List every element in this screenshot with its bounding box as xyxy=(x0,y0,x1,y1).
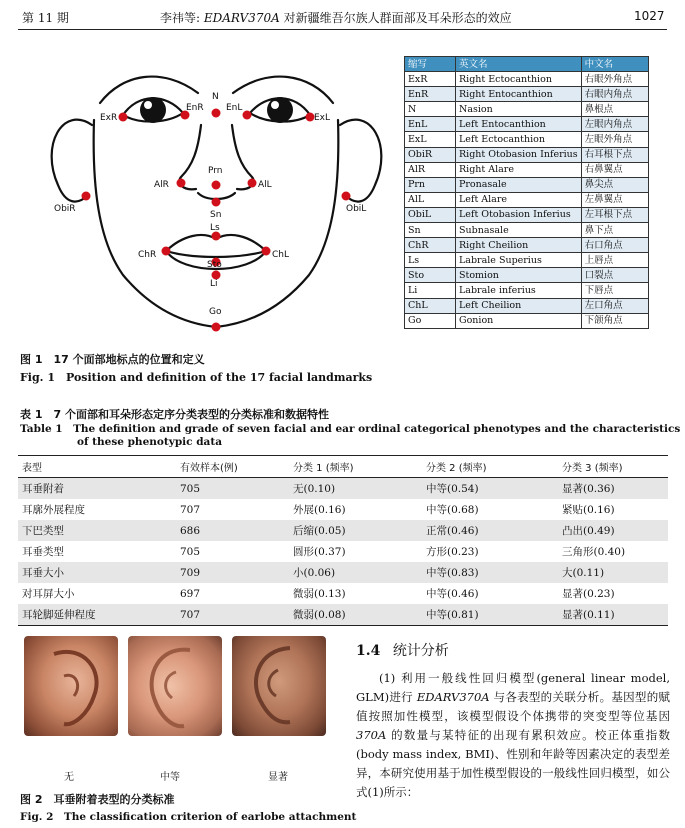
landmark-abbr: EnR xyxy=(405,87,456,102)
right-eye-highlight xyxy=(144,101,152,109)
cell-class3: 三角形(0.40) xyxy=(562,546,626,558)
landmark-table-row xyxy=(405,313,649,328)
label-li: Li xyxy=(210,279,218,289)
landmark-abbr: Go xyxy=(405,313,456,328)
cell-sample-size: 705 xyxy=(180,545,201,558)
ear-label-significant: 显著 xyxy=(268,772,288,783)
landmark-chr xyxy=(162,247,171,256)
running-title-authors: 李祎等: xyxy=(160,11,204,25)
label-obil: ObiL xyxy=(346,204,367,214)
cell-class1: 后缩(0.05) xyxy=(289,520,422,541)
cell-phenotype: 耳垂附着 xyxy=(18,478,176,500)
landmark-chinese: 左眼内角点 xyxy=(581,117,648,132)
landmark-obil xyxy=(342,192,351,201)
landmark-english: Left Alare xyxy=(456,192,582,207)
figure2-caption-en: Fig. 2 The classification criterion of earlobe attachment xyxy=(20,811,357,823)
landmark-obir xyxy=(82,192,91,201)
landmark-chinese: 左眼外角点 xyxy=(581,132,648,147)
cell-phenotype: 对耳屏大小 xyxy=(22,588,75,600)
running-title-text: 对新疆维吾尔族人群面部及耳朵形态的效应 xyxy=(279,11,512,25)
landmark-sn xyxy=(212,198,221,207)
landmark-english: Subnasale xyxy=(456,223,582,238)
landmark-chinese: 下颌角点 xyxy=(581,313,648,328)
landmark-english: Left Otobasion Inferius xyxy=(456,207,582,222)
landmark-chinese: 鼻下点 xyxy=(581,223,648,238)
landmark-abbr: AlL xyxy=(405,192,456,207)
lip-line xyxy=(166,251,266,257)
landmark-chinese: 右鼻翼点 xyxy=(581,162,648,177)
label-exr: ExR xyxy=(100,113,118,123)
cell-class2: 中等(0.54) xyxy=(422,478,558,500)
paragraph-gene-1: EDARV370A xyxy=(416,690,490,704)
landmark-table-row xyxy=(405,238,649,253)
label-go: Go xyxy=(209,307,222,317)
left-pupil xyxy=(267,97,293,123)
left-eye-highlight xyxy=(271,101,279,109)
figure1-caption-cn: 图 1 17 个面部地标点的位置和定义 xyxy=(20,353,205,366)
ear-photo-significant xyxy=(232,636,326,736)
cell-class1: 圆形(0.37) xyxy=(293,546,346,558)
landmark-chinese: 右口角点 xyxy=(581,238,648,253)
landmark-chinese: 上唇点 xyxy=(581,253,648,268)
phenotype-table-row xyxy=(18,583,668,604)
landmark-chinese: 左鼻翼点 xyxy=(581,192,648,207)
landmark-abbr: ChL xyxy=(405,298,456,313)
landmark-abbr: Sto xyxy=(405,268,456,283)
cell-class3: 紧贴(0.16) xyxy=(562,504,615,516)
header-english: 英文名 xyxy=(456,57,582,72)
landmark-abbr: ExR xyxy=(405,72,456,87)
running-title xyxy=(160,9,512,26)
landmark-table-row xyxy=(405,117,649,132)
landmark-chinese: 下唇点 xyxy=(581,283,648,298)
landmark-english: Nasion xyxy=(456,102,582,117)
phenotype-table-row xyxy=(18,520,668,541)
label-n: N xyxy=(212,92,219,102)
section-heading xyxy=(356,640,449,660)
landmark-table-row xyxy=(405,162,649,177)
cell-sample-size: 709 xyxy=(176,562,289,583)
paragraph-part-3: 的数量与某特征的出现有累积效应。校正体重指数(body mass index, BMI)、性别和年龄等因素决定的表型差异，本研究使用基于加性模型假设的一般线性回归模型，如公式(1)所示： xyxy=(356,728,670,799)
landmark-abbr: Li xyxy=(405,283,456,298)
cell-class1: 外展(0.16) xyxy=(293,504,346,516)
phenotype-table xyxy=(18,455,668,626)
landmark-table xyxy=(404,56,649,329)
label-sn: Sn xyxy=(210,210,222,220)
landmark-english: Right Entocanthion xyxy=(456,87,582,102)
landmark-abbr: Ls xyxy=(405,253,456,268)
landmark-chinese: 鼻根点 xyxy=(581,102,648,117)
issue-number: 第 11 期 xyxy=(22,11,69,25)
landmark-abbr: AlR xyxy=(405,162,456,177)
paragraph-part-1: (1) 利用一般线性回归模型(general linear model, GLM)进行 xyxy=(356,671,670,704)
landmark-chl xyxy=(262,247,271,256)
section-number: 1.4 xyxy=(356,643,381,659)
label-ls: Ls xyxy=(210,223,220,233)
landmark-table-row xyxy=(405,102,649,117)
landmark-chinese: 右耳根下点 xyxy=(581,147,648,162)
cell-class1: 小(0.06) xyxy=(289,562,422,583)
ear-photo-medium xyxy=(128,636,222,736)
header-abbr: 缩写 xyxy=(405,57,456,72)
cell-phenotype: 耳轮脚延伸程度 xyxy=(18,604,176,626)
header-class2: 分类 2 (频率) xyxy=(422,456,558,478)
cell-class2: 方形(0.23) xyxy=(426,546,479,558)
landmark-abbr: Sn xyxy=(405,223,456,238)
phenotype-table-row xyxy=(18,541,668,562)
cell-phenotype: 耳廓外展程度 xyxy=(22,504,85,516)
landmark-alr xyxy=(177,179,186,188)
landmark-table-row xyxy=(405,132,649,147)
cell-sample-size: 686 xyxy=(176,520,289,541)
landmark-table-row xyxy=(405,298,649,313)
table1-caption-cn: 表 1 7 个面部和耳朵形态定序分类表型的分类标准和数据特性 xyxy=(20,408,329,421)
label-prn: Prn xyxy=(208,166,223,176)
phenotype-table-header xyxy=(18,456,668,478)
landmark-english: Gonion xyxy=(456,313,582,328)
landmark-go xyxy=(212,323,221,332)
landmark-english: Left Ectocanthion xyxy=(456,132,582,147)
ear-photo-none xyxy=(24,636,118,736)
cell-phenotype: 下巴类型 xyxy=(18,520,176,541)
cell-class1: 微弱(0.13) xyxy=(293,588,346,600)
landmark-abbr: ExL xyxy=(405,132,456,147)
section-paragraph xyxy=(356,669,670,802)
ear-label-medium: 中等 xyxy=(160,772,180,783)
landmark-abbr: EnL xyxy=(405,117,456,132)
ear-shape-medium xyxy=(128,636,222,736)
landmark-table-row xyxy=(405,192,649,207)
section-title: 统计分析 xyxy=(392,643,449,659)
label-all: AlL xyxy=(258,180,272,190)
header-phenotype: 表型 xyxy=(18,456,176,478)
landmark-all xyxy=(248,179,257,188)
landmark-english: Right Otobasion Inferius xyxy=(456,147,582,162)
face-diagram xyxy=(48,65,398,335)
landmark-english: Right Ectocanthion xyxy=(456,72,582,87)
cell-sample-size: 697 xyxy=(180,587,201,600)
label-sto: Sto xyxy=(207,260,222,270)
landmark-english: Left Entocanthion xyxy=(456,117,582,132)
paragraph-gene-2: 370A xyxy=(356,728,387,742)
figure2-caption-cn: 图 2 耳垂附着表型的分类标准 xyxy=(20,793,175,806)
label-obir: ObiR xyxy=(54,204,76,214)
ear-label-none: 无 xyxy=(64,772,74,783)
right-ear xyxy=(52,120,92,202)
label-enl: EnL xyxy=(226,103,243,113)
label-chr: ChR xyxy=(138,250,157,260)
landmark-table-row xyxy=(405,147,649,162)
cell-phenotype: 耳垂大小 xyxy=(18,562,176,583)
table1-caption-en-line1: Table 1 The definition and grade of seven facial and ear ordinal categorical phenotypes and the characteristics xyxy=(20,423,681,435)
figure1-caption-en: Fig. 1 Position and definition of the 17 facial landmarks xyxy=(20,371,373,384)
cell-class2: 正常(0.46) xyxy=(422,520,558,541)
left-ear xyxy=(340,120,381,202)
label-enr: EnR xyxy=(186,103,204,113)
cell-sample-size: 707 xyxy=(180,503,201,516)
landmark-english: Labrale Superius xyxy=(456,253,582,268)
landmark-chinese: 右眼外角点 xyxy=(581,72,648,87)
landmark-table-row xyxy=(405,223,649,238)
ear-shape-none xyxy=(24,636,118,736)
landmark-table-header xyxy=(405,57,649,72)
landmark-english: Right Cheilion xyxy=(456,238,582,253)
landmark-prn xyxy=(212,181,221,190)
landmark-abbr: N xyxy=(405,102,456,117)
landmark-abbr: ChR xyxy=(405,238,456,253)
phenotype-table-row xyxy=(18,499,668,520)
phenotype-table-row xyxy=(18,478,668,500)
paragraph-part-2: 与各表型的关联分析。基因型的赋值按照加性模型，该模型假设个体携带的突变型等位基因 xyxy=(356,690,670,723)
landmark-chinese: 右眼内角点 xyxy=(581,87,648,102)
landmark-table-row xyxy=(405,253,649,268)
landmark-english: Labrale inferius xyxy=(456,283,582,298)
phenotype-table-row xyxy=(18,604,668,626)
cell-class2: 中等(0.46) xyxy=(426,588,479,600)
cell-class3: 显著(0.23) xyxy=(562,588,615,600)
header-class3: 分类 3 (频率) xyxy=(558,456,668,478)
label-alr: AlR xyxy=(154,180,169,190)
landmark-exr xyxy=(119,113,128,122)
landmark-abbr: ObiL xyxy=(405,207,456,222)
landmark-english: Left Cheilion xyxy=(456,298,582,313)
landmark-table-row xyxy=(405,72,649,87)
cell-class3: 显著(0.36) xyxy=(558,478,668,500)
landmark-table-row xyxy=(405,87,649,102)
cell-sample-size: 707 xyxy=(176,604,289,626)
landmark-chinese: 口裂点 xyxy=(581,268,648,283)
ear-shape-significant xyxy=(232,636,326,736)
landmark-n xyxy=(212,109,221,118)
cell-class2: 中等(0.81) xyxy=(422,604,558,626)
cell-class3: 大(0.11) xyxy=(558,562,668,583)
landmark-abbr: Prn xyxy=(405,177,456,192)
header-chinese: 中文名 xyxy=(581,57,648,72)
cell-class3: 凸出(0.49) xyxy=(558,520,668,541)
label-chl: ChL xyxy=(272,250,290,260)
landmark-table-row xyxy=(405,268,649,283)
landmark-table-row xyxy=(405,207,649,222)
cell-phenotype: 耳垂类型 xyxy=(22,546,64,558)
table1-caption-en-line2: of these phenotypic data xyxy=(77,436,223,448)
cell-class2: 中等(0.83) xyxy=(422,562,558,583)
running-title-gene: EDARV370A xyxy=(203,11,280,25)
right-pupil xyxy=(140,97,166,123)
landmark-table-row xyxy=(405,177,649,192)
landmark-abbr: ObiR xyxy=(405,147,456,162)
landmark-english: Stomion xyxy=(456,268,582,283)
cell-sample-size: 705 xyxy=(176,478,289,500)
landmark-enl xyxy=(243,111,252,120)
cell-class1: 微弱(0.08) xyxy=(289,604,422,626)
landmark-table-row xyxy=(405,283,649,298)
label-exl: ExL xyxy=(314,113,331,123)
header-class1: 分类 1 (频率) xyxy=(289,456,422,478)
cell-class2: 中等(0.68) xyxy=(426,504,479,516)
landmark-chinese: 鼻尖点 xyxy=(581,177,648,192)
header-sample: 有效样本(例) xyxy=(176,456,289,478)
page-number: 1027 xyxy=(634,9,665,23)
phenotype-table-row xyxy=(18,562,668,583)
cell-class1: 无(0.10) xyxy=(289,478,422,500)
landmark-chinese: 左耳根下点 xyxy=(581,207,648,222)
landmark-english: Pronasale xyxy=(456,177,582,192)
landmark-english: Right Alare xyxy=(456,162,582,177)
landmark-chinese: 左口角点 xyxy=(581,298,648,313)
cell-class3: 显著(0.11) xyxy=(558,604,668,626)
header-rule xyxy=(18,29,667,30)
